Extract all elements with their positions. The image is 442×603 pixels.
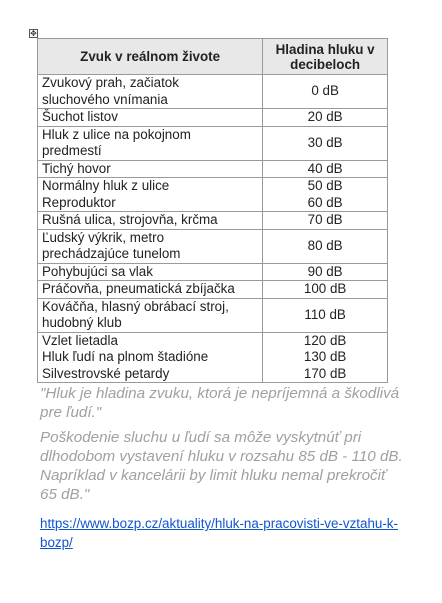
table-row — [38, 126, 388, 160]
quote-definition: "Hluk je hladina zvuku, ktorá je nepríjemná a škodlivá pre ľudí." — [40, 385, 400, 421]
noise-value: 110 dB — [263, 298, 388, 332]
sound-description: Rušná ulica, strojovňa, krčma — [38, 212, 263, 230]
table-header-row — [38, 39, 388, 75]
noise-value: 40 dB — [263, 160, 388, 178]
table-move-handle-icon[interactable]: ✥ — [30, 29, 37, 38]
sound-description: Tichý hovor — [38, 160, 263, 178]
sound-description: Vzlet lietadla Hluk ľudí na plnom štadióne Silvestrovské petardy — [38, 332, 263, 383]
sound-description: Normálny hluk z ulice Reproduktor — [38, 178, 263, 212]
noise-value: 50 dB 60 dB — [263, 178, 388, 212]
table-row — [38, 332, 388, 383]
header-sound: Zvuk v reálnom živote — [38, 39, 263, 75]
table-row — [38, 160, 388, 178]
sound-description: Pohybujúci sa vlak — [38, 263, 263, 281]
sound-description: Šuchot listov — [38, 109, 263, 127]
table-row — [38, 178, 388, 212]
source-link[interactable]: https://www.bozp.cz/aktuality/hluk-na-pracovisti-ve-vztahu-k-bozp/ — [40, 516, 398, 550]
quote-hearing-damage: Poškodenie sluchu u ľudí sa môže vyskytnúť pri dlhodobom vystavení hluku v rozsahu 85 dB - 110 dB. Napríklad v kancelárii by limit hluku nemal prekročiť 65 dB." — [40, 429, 403, 503]
noise-value: 0 dB — [263, 75, 388, 109]
noise-value: 120 dB 130 dB 170 dB — [263, 332, 388, 383]
noise-value: 90 dB — [263, 263, 388, 281]
noise-value: 80 dB — [263, 229, 388, 263]
noise-value: 30 dB — [263, 126, 388, 160]
sound-description: Práčovňa, pneumatická zbíjačka — [38, 281, 263, 299]
table-row — [38, 281, 388, 299]
noise-value: 20 dB — [263, 109, 388, 127]
table-row — [38, 229, 388, 263]
noise-value: 100 dB — [263, 281, 388, 299]
header-noise-level: Hladina hluku v decibeloch — [263, 39, 388, 75]
sound-description: Kováčňa, hlasný obrábací stroj, hudobný klub — [38, 298, 263, 332]
sound-description: Hluk z ulice na pokojnom predmestí — [38, 126, 263, 160]
table-row — [38, 109, 388, 127]
table-row — [38, 263, 388, 281]
table-row — [38, 298, 388, 332]
table-row — [38, 212, 388, 230]
sound-description: Zvukový prah, začiatok sluchového vnímania — [38, 75, 263, 109]
noise-level-table — [37, 38, 388, 383]
noise-value: 70 dB — [263, 212, 388, 230]
table-row — [38, 75, 388, 109]
sound-description: Ľudský výkrik, metro prechádzajúce tunelom — [38, 229, 263, 263]
